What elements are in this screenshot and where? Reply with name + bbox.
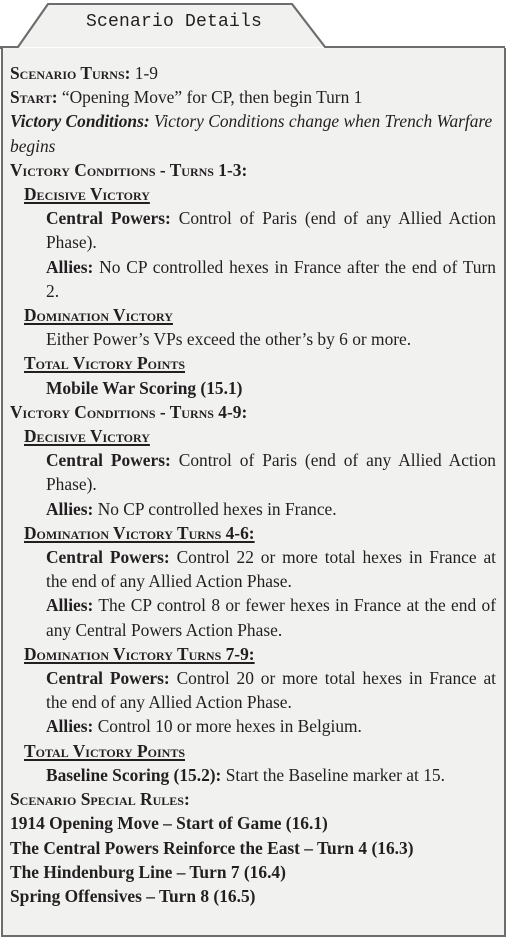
vc2-dom46-heading: Domination Victory Turns 4-6:	[24, 522, 255, 543]
vc2-dom79-cp-text: Control 20 or more total hexes in France at the end of any Allied Action Phase.	[46, 668, 496, 713]
vc1-domination-text: Either Power’s VPs exceed the other’s by 6 or more.	[46, 329, 412, 350]
vc2-total	[46, 763, 496, 787]
victory-note	[10, 109, 496, 157]
vc1-decisive-allies	[46, 255, 496, 303]
vc2-dom46-allies-text: The CP control 8 or fewer hexes in France at the end of any Central Powers Action Phase.	[46, 595, 496, 640]
special-rule: Spring Offensives – Turn 8 (16.5)	[10, 885, 256, 906]
vc2-title: Victory Conditions - Turns 4-9:	[10, 401, 248, 422]
special-rules-title: Scenario Special Rules:	[10, 789, 190, 810]
vc2-dom46-cp	[46, 545, 496, 593]
vc2-dom79-allies-label: Allies:	[46, 716, 94, 737]
vc2-dom46-cp-label: Central Powers:	[46, 547, 170, 568]
victory-note-label: Victory Conditions:	[10, 111, 150, 132]
vc1-decisive-cp-label: Central Powers:	[46, 208, 171, 229]
vc1-decisive-allies-text: No CP controlled hexes in France after the end of Turn 2.	[46, 256, 496, 301]
vc2-dom79-heading: Domination Victory Turns 7-9:	[24, 643, 255, 664]
vc2-decisive-cp-label: Central Powers:	[46, 450, 171, 471]
vc1-title: Victory Conditions - Turns 1-3:	[10, 159, 248, 180]
vc2-decisive-allies-label: Allies:	[46, 498, 94, 519]
vc2-total-heading: Total Victory Points	[24, 740, 185, 761]
vc2-decisive-cp	[46, 448, 496, 496]
vc2-decisive-allies	[46, 497, 496, 521]
vc2-dom46-cp-text: Control 22 or more total hexes in France at the end of any Allied Action Phase.	[46, 547, 496, 592]
victory-note-text: Victory Conditions change when Trench Warfare begins	[10, 111, 493, 156]
vc2-dom79-cp	[46, 666, 496, 714]
vc1-total-text: Mobile War Scoring (15.1)	[46, 377, 243, 398]
start-value: “Opening Move” for CP, then begin Turn 1	[57, 87, 363, 108]
page-title: Scenario Details	[85, 12, 263, 32]
scenario-turns	[10, 61, 496, 85]
scenario-turns-value: 1-9	[130, 63, 158, 83]
vc2-decisive-heading: Decisive Victory	[24, 426, 150, 447]
special-rule: 1914 Opening Move – Start of Game (16.1)	[10, 813, 328, 834]
start-label: Start:	[10, 87, 58, 108]
start-line	[10, 85, 496, 109]
vc2-dom79-allies	[46, 714, 496, 738]
vc2-dom46-allies	[46, 593, 496, 641]
vc1-total-heading: Total Victory Points	[24, 353, 185, 374]
vc2-dom79-cp-label: Central Powers:	[46, 668, 170, 689]
vc2-dom79-allies-text: Control 10 or more hexes in Belgium.	[93, 716, 362, 737]
vc1-decisive-heading: Decisive Victory	[24, 184, 150, 205]
vc1-domination-heading: Domination Victory	[24, 305, 173, 326]
vc2-total-text: Start the Baseline marker at 15.	[221, 764, 445, 785]
special-rule: The Hindenburg Line – Turn 7 (16.4)	[10, 861, 286, 882]
vc2-decisive-cp-text: Control of Paris (end of any Allied Action Phase).	[46, 450, 496, 495]
vc1-decisive-allies-label: Allies:	[46, 256, 94, 277]
vc2-decisive-allies-text: No CP controlled hexes in France.	[93, 498, 337, 519]
scenario-turns-label: Scenario Turns:	[10, 63, 131, 83]
vc2-total-label: Baseline Scoring (15.2):	[46, 764, 222, 785]
special-rule: The Central Powers Reinforce the East – Turn 4 (16.3)	[10, 837, 414, 858]
vc1-decisive-cp	[46, 206, 496, 254]
vc1-decisive-cp-text: Control of Paris (end of any Allied Action Phase).	[46, 208, 496, 253]
vc2-dom46-allies-label: Allies:	[46, 595, 94, 616]
details-content	[10, 61, 496, 908]
